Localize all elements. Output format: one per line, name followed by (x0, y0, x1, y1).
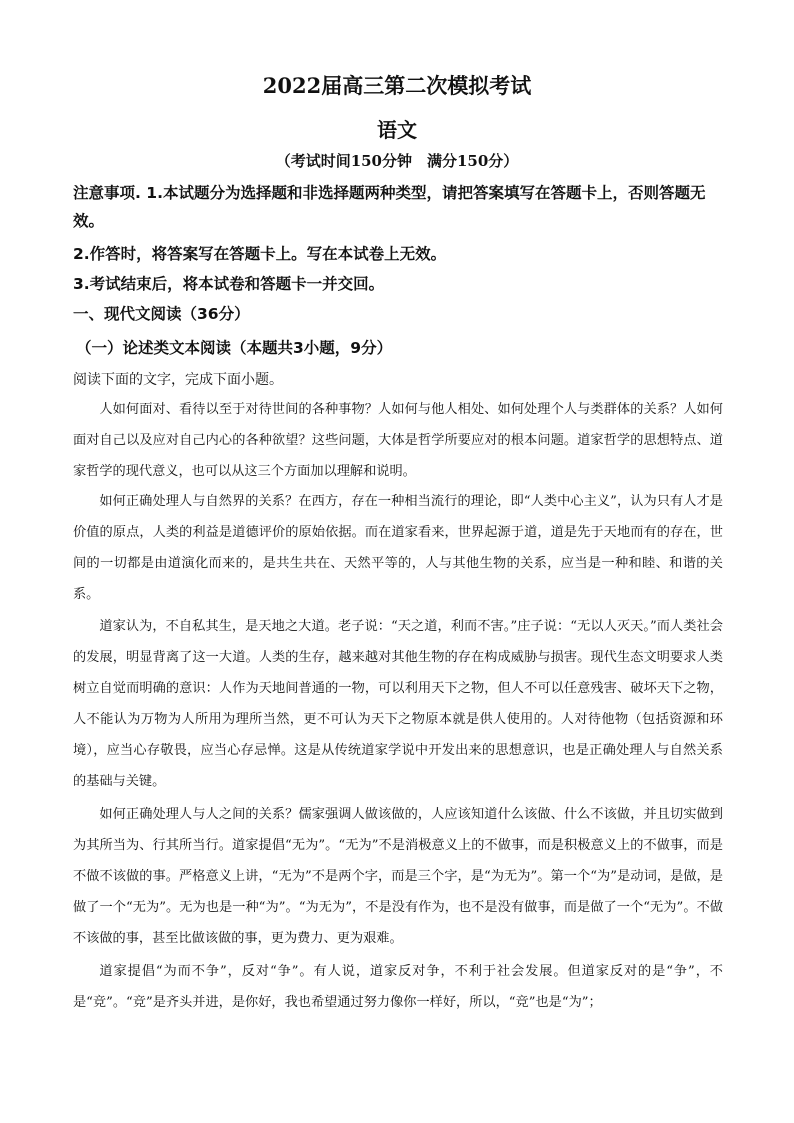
passage-paragraph-1: 人如何面对、看待以至于对待世间的各种事物？人如何与他人相处、如何处理个人与类群体的关系？人如何面对自己以及应对自己内心的各种欲望？这些问题，大体是哲学所要应对的根本问题。道家哲学的思想特点、道家哲学的现代意义，也可以从这三个方面加以理解和说明。 (73, 402, 723, 480)
notice-line-1-cont: 效。 (73, 212, 105, 230)
section-heading: 一、现代文阅读（36分） (73, 305, 250, 323)
notice-line-3: 3.考试结束后，将本试卷和答题卡一并交回。 (73, 275, 385, 293)
passage-paragraph-3: 道家认为，不自私其生，是天地之大道。老子说：“天之道，利而不害。”庄子说：“无以人灭天。”而人类社会的发展，明显背离了这一大道。人类的生存，越来越对其他生物的存在构成威胁与损害。现代生态文明要求人类树立自觉而明确的意识：人作为天地间普通的一物，可以利用天下之物，但人不可以任意残害、破坏天下之物，人不能认为万物为人所用为理所当然，更不可认为天下之物原本就是供人使用的。人对待他物（包括资源和环境），应当心存敬畏，应当心存忌惮。这是从传统道家学说中开发出来的思想意识，也是正确处理人与自然关系的基础与关键。 (73, 619, 723, 790)
exam-title: 2022届高三第二次模拟考试 (262, 73, 532, 98)
section-subheading: （一）论述类文本阅读（本题共3小题，9分） (76, 339, 393, 357)
passage-paragraph-5: 道家提倡“为而不争”，反对“争”。有人说，道家反对争，不利于社会发展。但道家反对的是“争”，不是“竞”。“竞”是齐头并进，是你好，我也希望通过努力像你一样好，所以，“竞”也是“为”； (73, 964, 723, 1011)
passage-paragraph-4: 如何正确处理人与人之间的关系？儒家强调人做该做的，人应该知道什么该做、什么不该做，并且切实做到为其所当为、行其所当行。道家提倡“无为”。“无为”不是消极意义上的不做事，而是积极意义上的不做事，而是不做不该做的事。严格意义上讲，“无为”不是两个字，而是三个字，是“为无为”。第一个“为”是动词，是做，是做了一个“无为”。无为也是一种“为”。“为无为”，不是没有作为，也不是没有做事，而是做了一个“无为”。不做不该做的事，甚至比做该做的事，更为费力、更为艰难。 (73, 807, 723, 947)
notice-line-2: 2.作答时，将答案写在答题卡上。写在本试卷上无效。 (73, 245, 447, 263)
exam-time-info: （考试时间150分钟 满分150分） (275, 152, 519, 170)
subject-title: 语文 (377, 118, 417, 142)
passage-paragraph-2: 如何正确处理人与自然界的关系？在西方，存在一种相当流行的理论，即“人类中心主义”，认为只有人才是价值的原点，人类的利益是道德评价的原始依据。而在道家看来，世界起源于道，道是先于天地而有的存在，世间的一切都是由道演化而来的，是共生共在、天然平等的，人与其他生物的关系，应当是一种和睦、和谐的关系。 (73, 494, 723, 603)
reading-instruction: 阅读下面的文字，完成下面小题。 (73, 372, 283, 388)
notice-line-1: 注意事项. 1.本试题分为选择题和非选择题两种类型，请把答案填写在答题卡上，否则答题无 (73, 184, 706, 202)
